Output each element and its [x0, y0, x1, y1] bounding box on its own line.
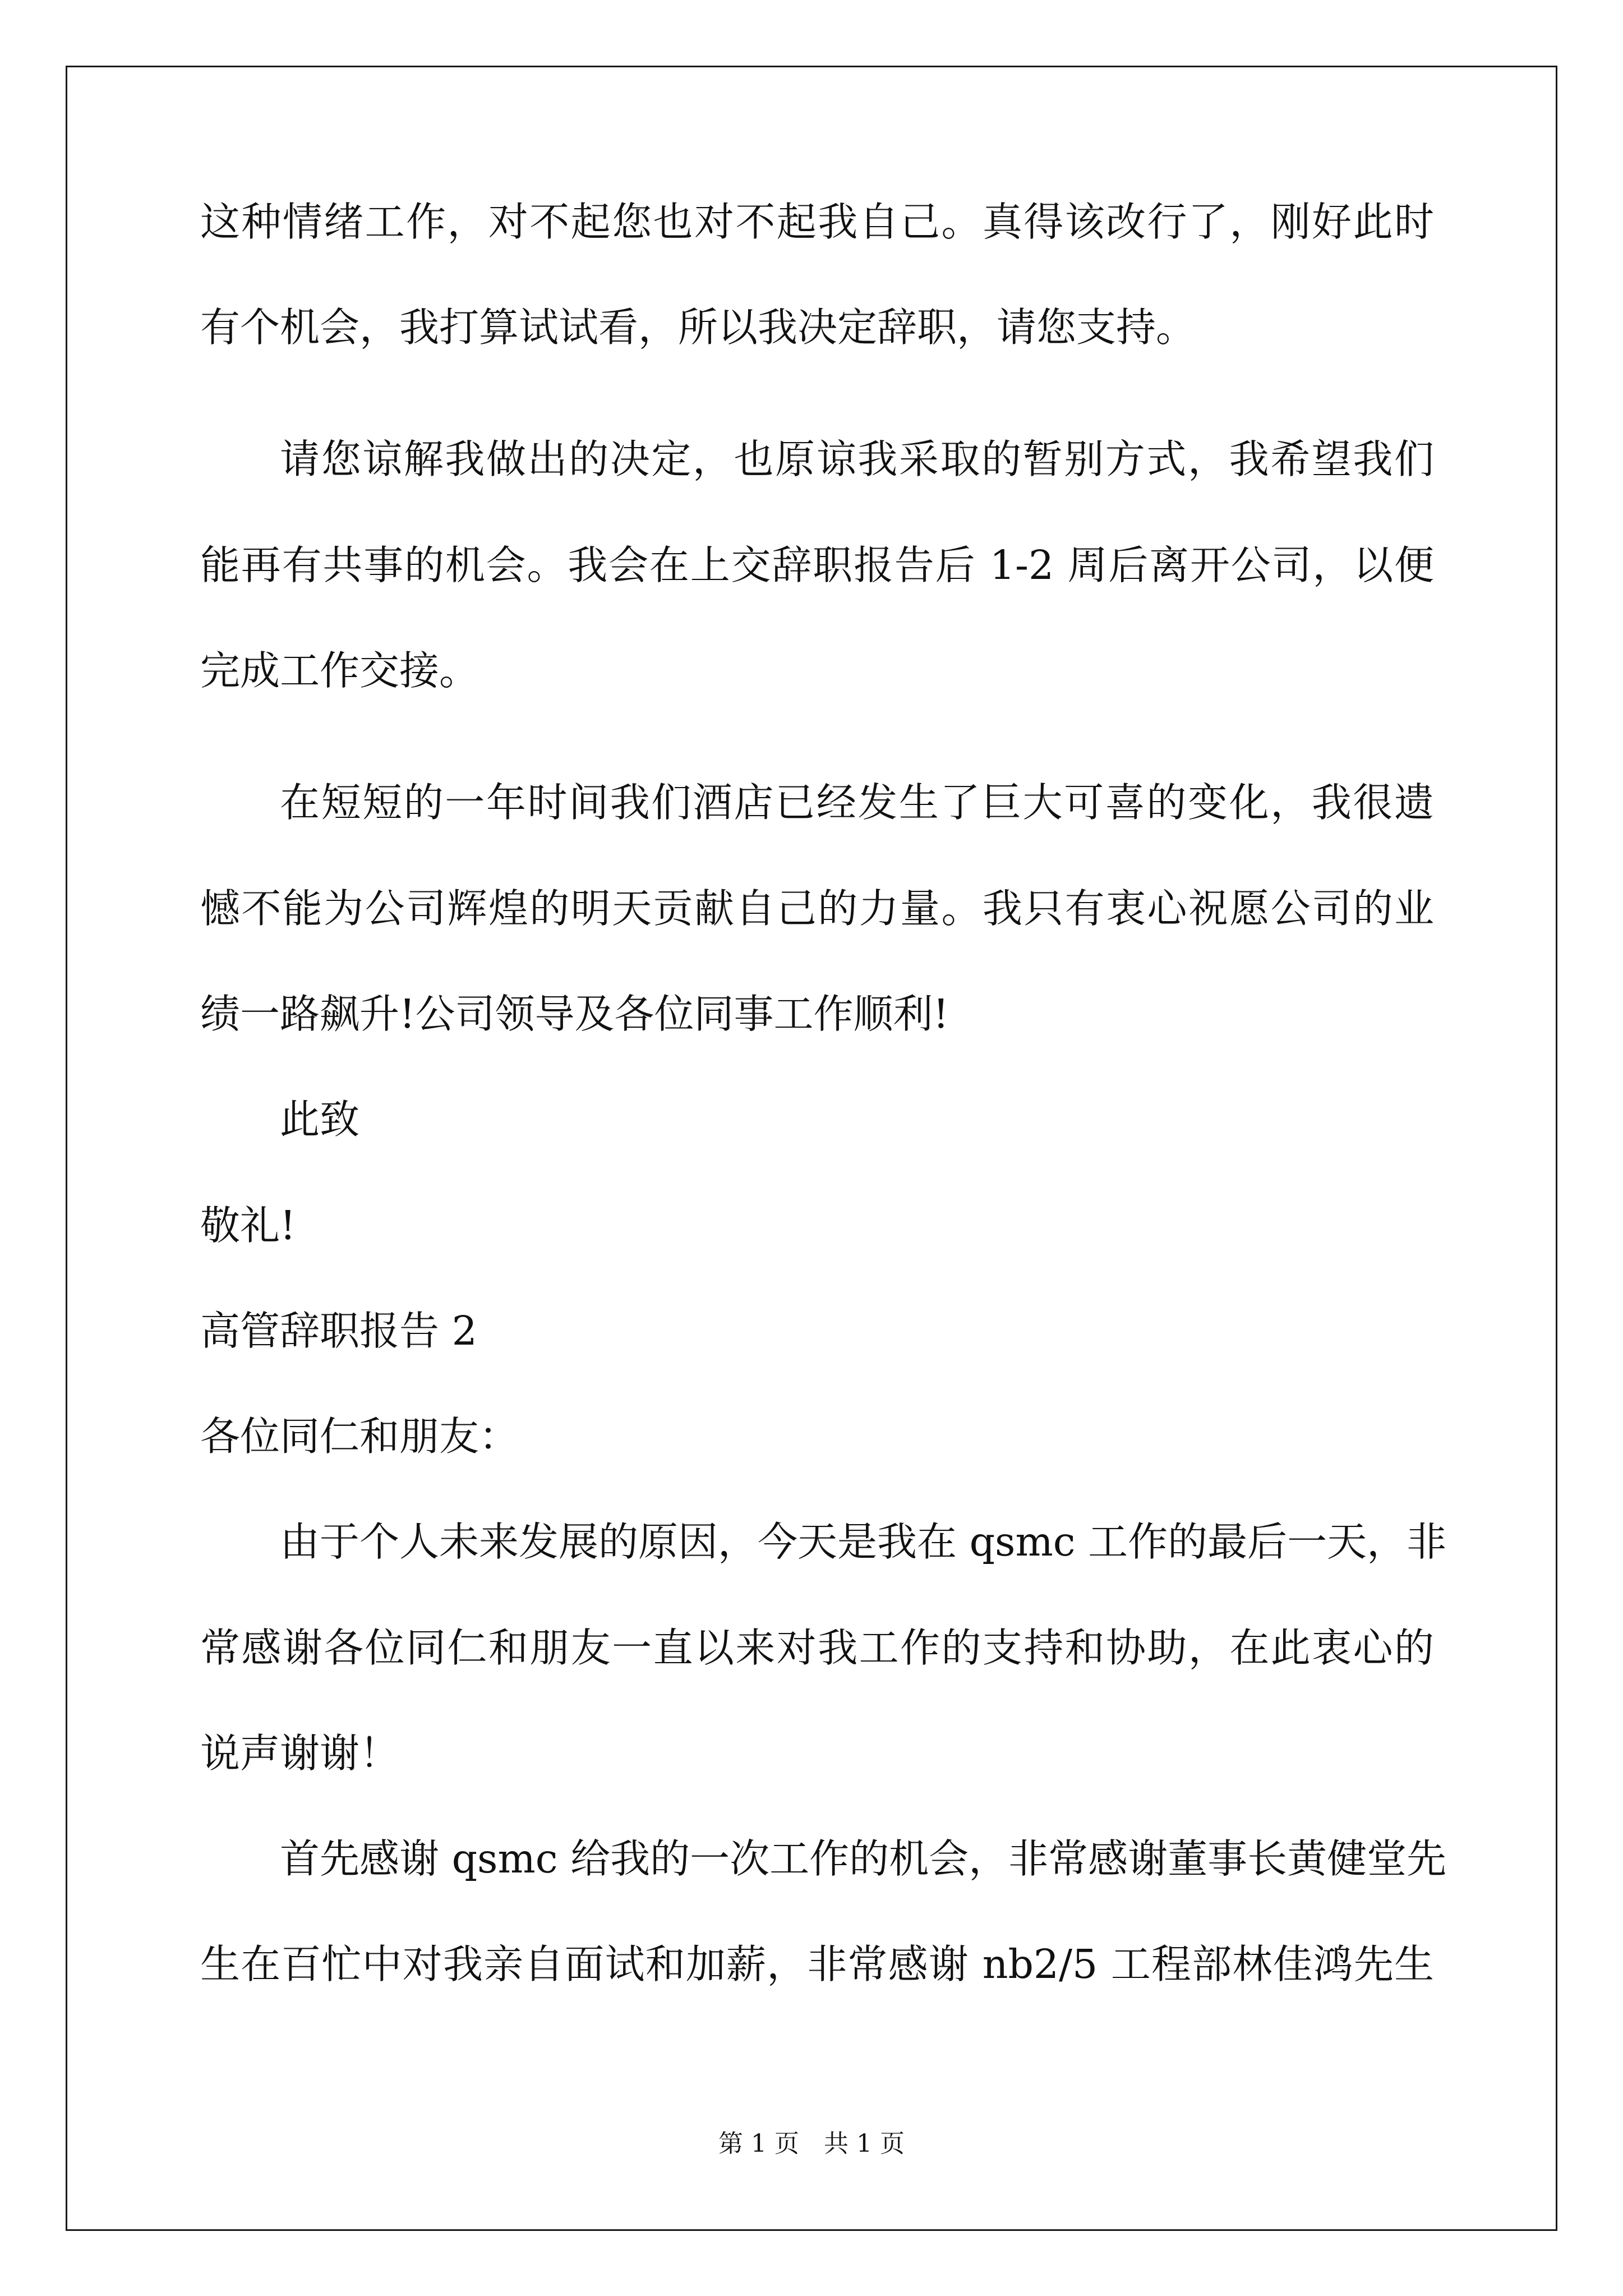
closing-regards: 敬礼! [200, 1202, 296, 1249]
text-line: 说声谢谢！ [200, 1730, 400, 1777]
text-line: 首先感谢 qsmc 给我的一次工作的机会，非常感谢董事长黄健堂先 [280, 1835, 1447, 1882]
text-line: 常感谢各位同仁和朋友一直以来对我工作的支持和协助，在此衷心的 [200, 1625, 1434, 1671]
letter-greeting: 各位同仁和朋友： [200, 1413, 519, 1460]
text-line: 绩一路飙升!公司领导及各位同事工作顺利! [200, 991, 949, 1037]
text-line: 在短短的一年时间我们酒店已经发生了巨大可喜的变化，我很遗 [280, 779, 1434, 826]
text-line: 完成工作交接。 [200, 647, 479, 694]
text-line: 请您谅解我做出的决定，也原谅我采取的暂别方式，我希望我们 [280, 436, 1434, 482]
text-line: 这种情绪工作，对不起您也对不起我自己。真得该改行了，刚好此时 [200, 199, 1434, 245]
text-line: 生在百忙中对我亲自面试和加薪，非常感谢 nb2/5 工程部林佳鸿先生 [200, 1941, 1434, 1987]
page-footer: 第 1 页 共 1 页 [718, 2129, 905, 2158]
text-line: 有个机会，我打算试试看，所以我决定辞职，请您支持。 [200, 304, 1196, 351]
text-line: 能再有共事的机会。我会在上交辞职报告后 1-2 周后离开公司，以便 [200, 542, 1434, 588]
section-title: 高管辞职报告 2 [200, 1308, 477, 1354]
closing-salutation: 此致 [280, 1096, 360, 1143]
text-line: 由于个人未来发展的原因，今天是我在 qsmc 工作的最后一天，非 [280, 1519, 1447, 1565]
text-line: 憾不能为公司辉煌的明天贡献自己的力量。我只有衷心祝愿公司的业 [200, 885, 1434, 932]
page-border [66, 66, 1557, 2231]
